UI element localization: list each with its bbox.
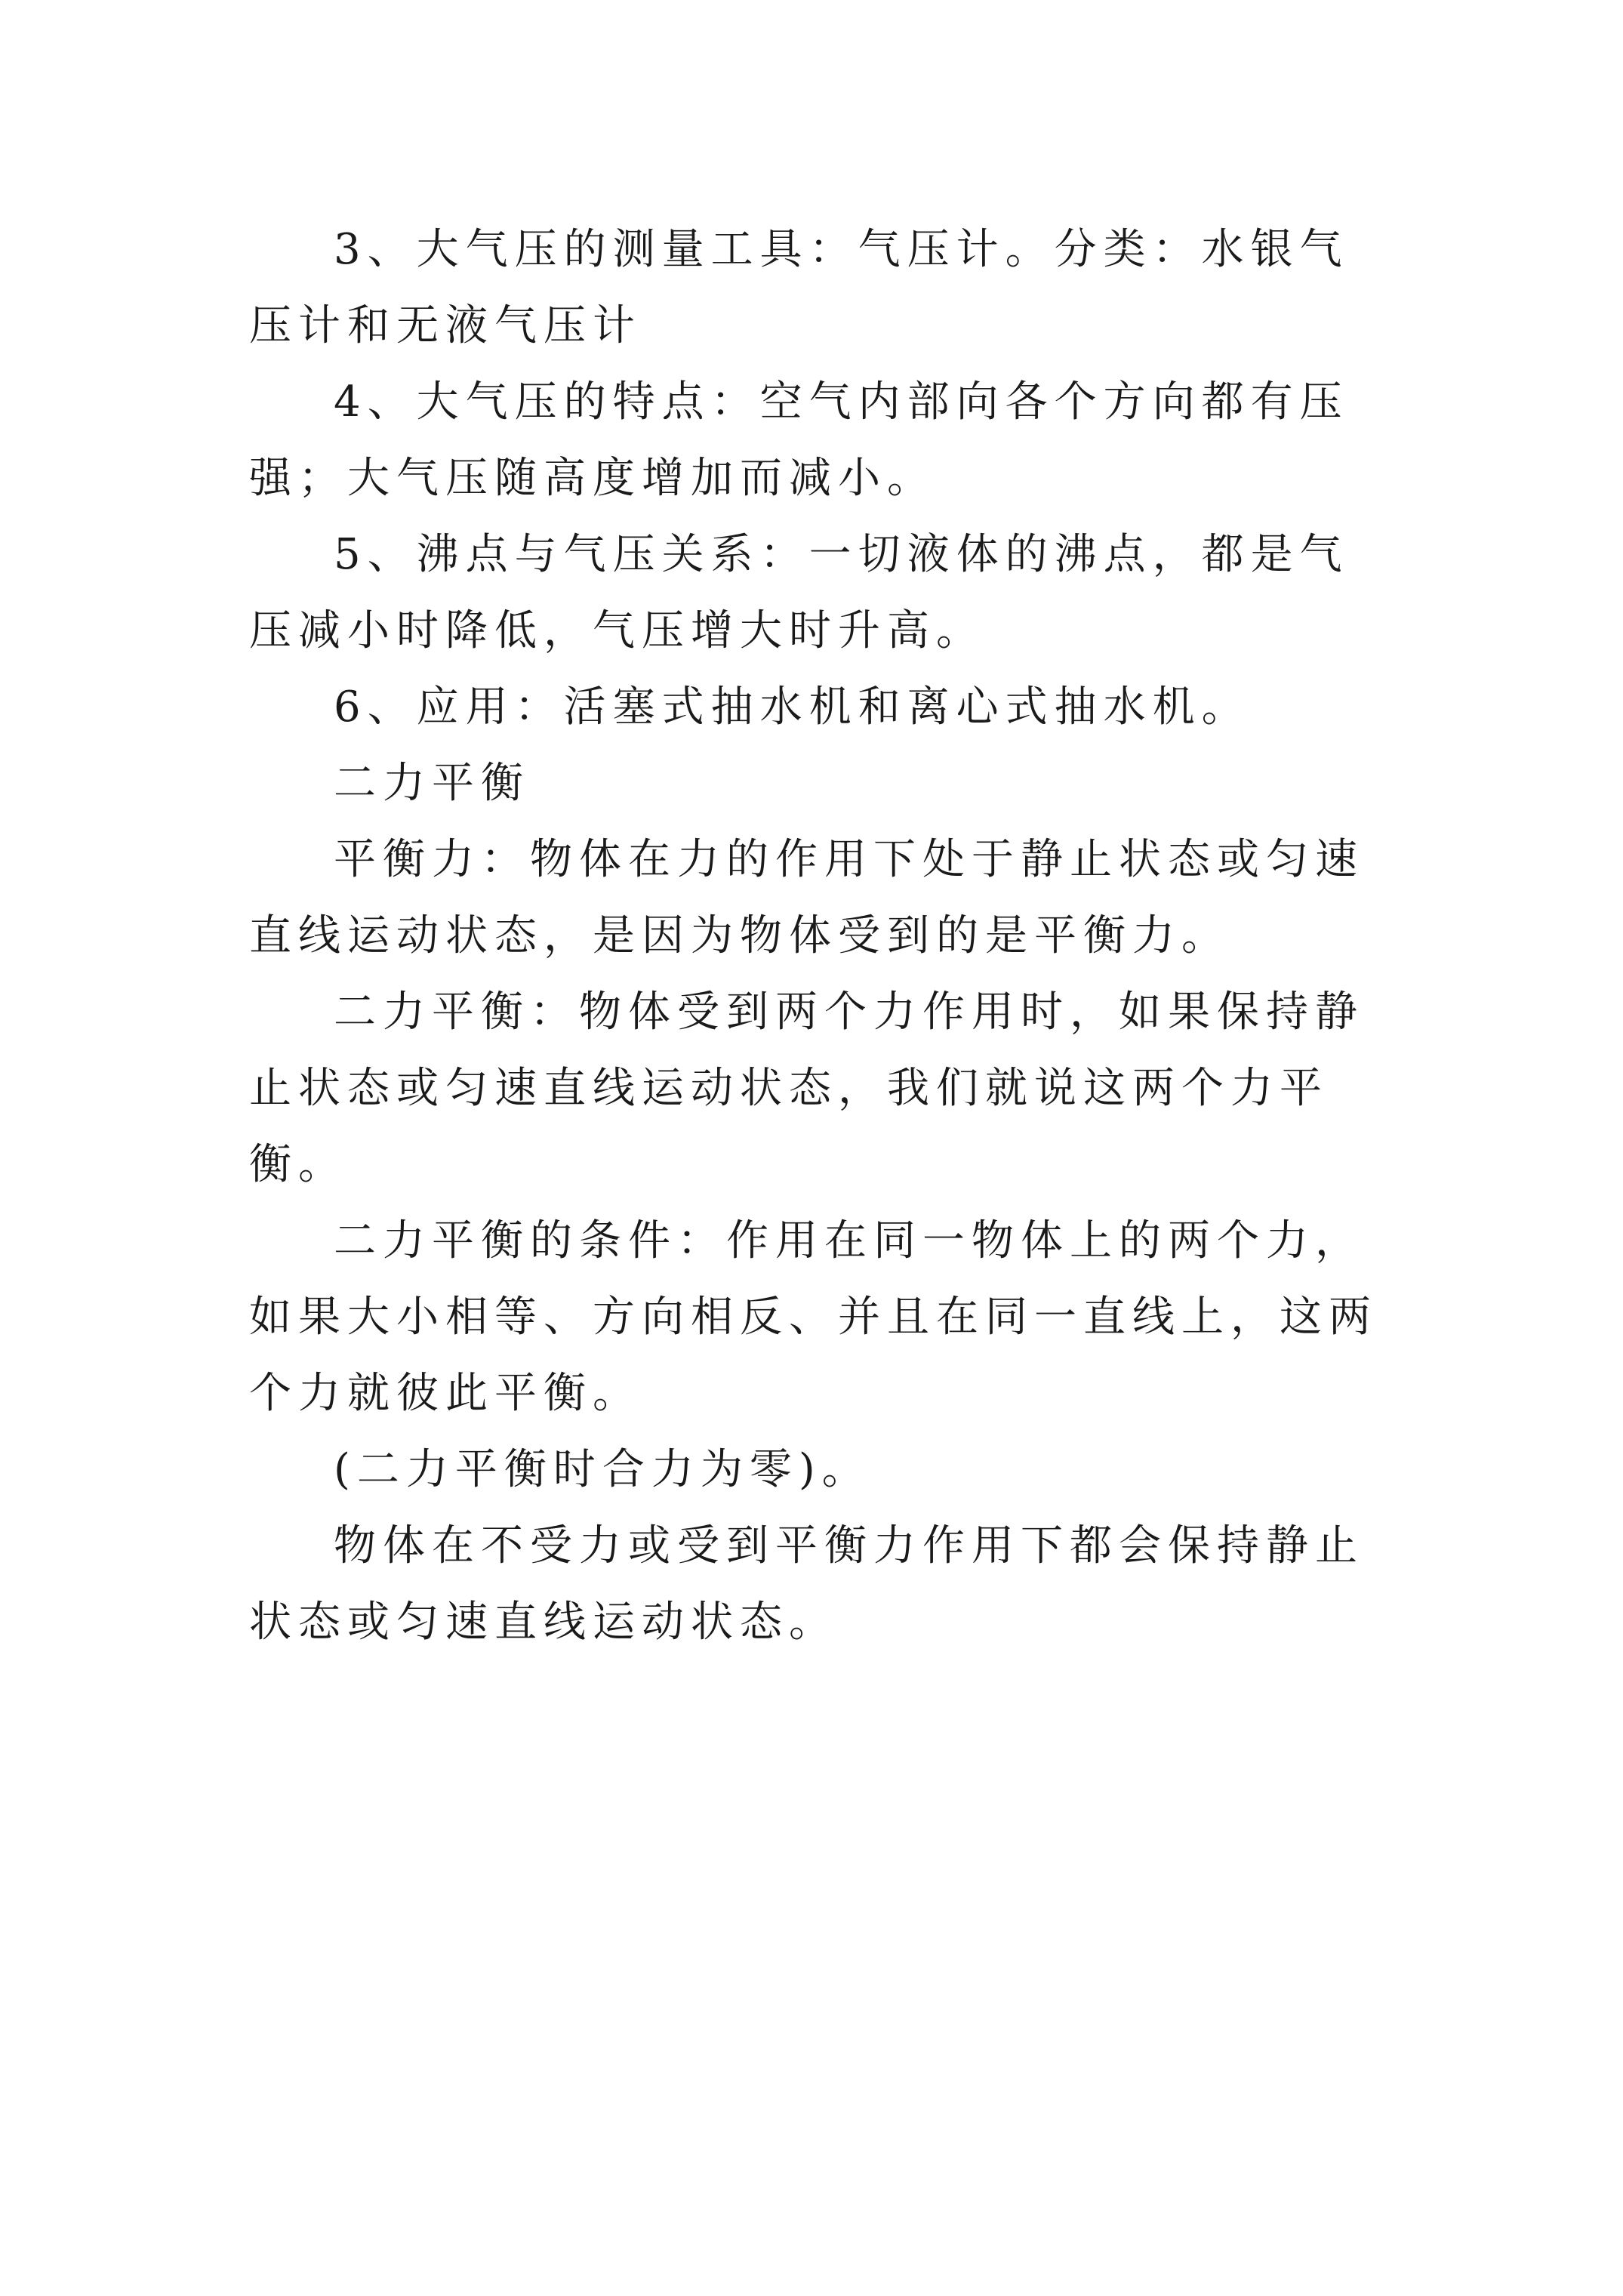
paragraph-balanced-force: 平衡力：物体在力的作用下处于静止状态或匀速直线运动状态，是因为物体受到的是平衡力。 (249, 835, 1364, 960)
paragraph-two-force-balance-definition: 二力平衡：物体受到两个力作用时，如果保持静止状态或匀速直线运动状态，我们就说这两个力平衡。 (249, 988, 1364, 1189)
paragraph-two-force-balance-conditions: 二力平衡的条件：作用在同一物体上的两个力，如果大小相等、方向相反、并且在同一直线上，这两个力就彼此平衡。 (249, 1216, 1378, 1418)
paragraph-inertia-state: 物体在不受力或受到平衡力作用下都会保持静止状态或匀速直线运动状态。 (249, 1521, 1364, 1647)
paragraph-boiling-point: 5、沸点与气压关系：一切液体的沸点，都是气压减小时降低，气压增大时升高。 (249, 530, 1349, 655)
paragraph-net-force-zero: (二力平衡时合力为零)。 (334, 1445, 871, 1494)
document-body (249, 211, 1389, 1660)
paragraph-air-pressure-features: 4、大气压的特点：空气内部向各个方向都有压强；大气压随高度增加而减小。 (249, 378, 1349, 503)
section-heading-two-force-balance: 二力平衡 (334, 759, 530, 808)
paragraph-applications: 6、应用：活塞式抽水机和离心式抽水机。 (334, 683, 1251, 732)
paragraph-barometer: 3、大气压的测量工具：气压计。分类：水银气压计和无液气压计 (249, 225, 1349, 350)
